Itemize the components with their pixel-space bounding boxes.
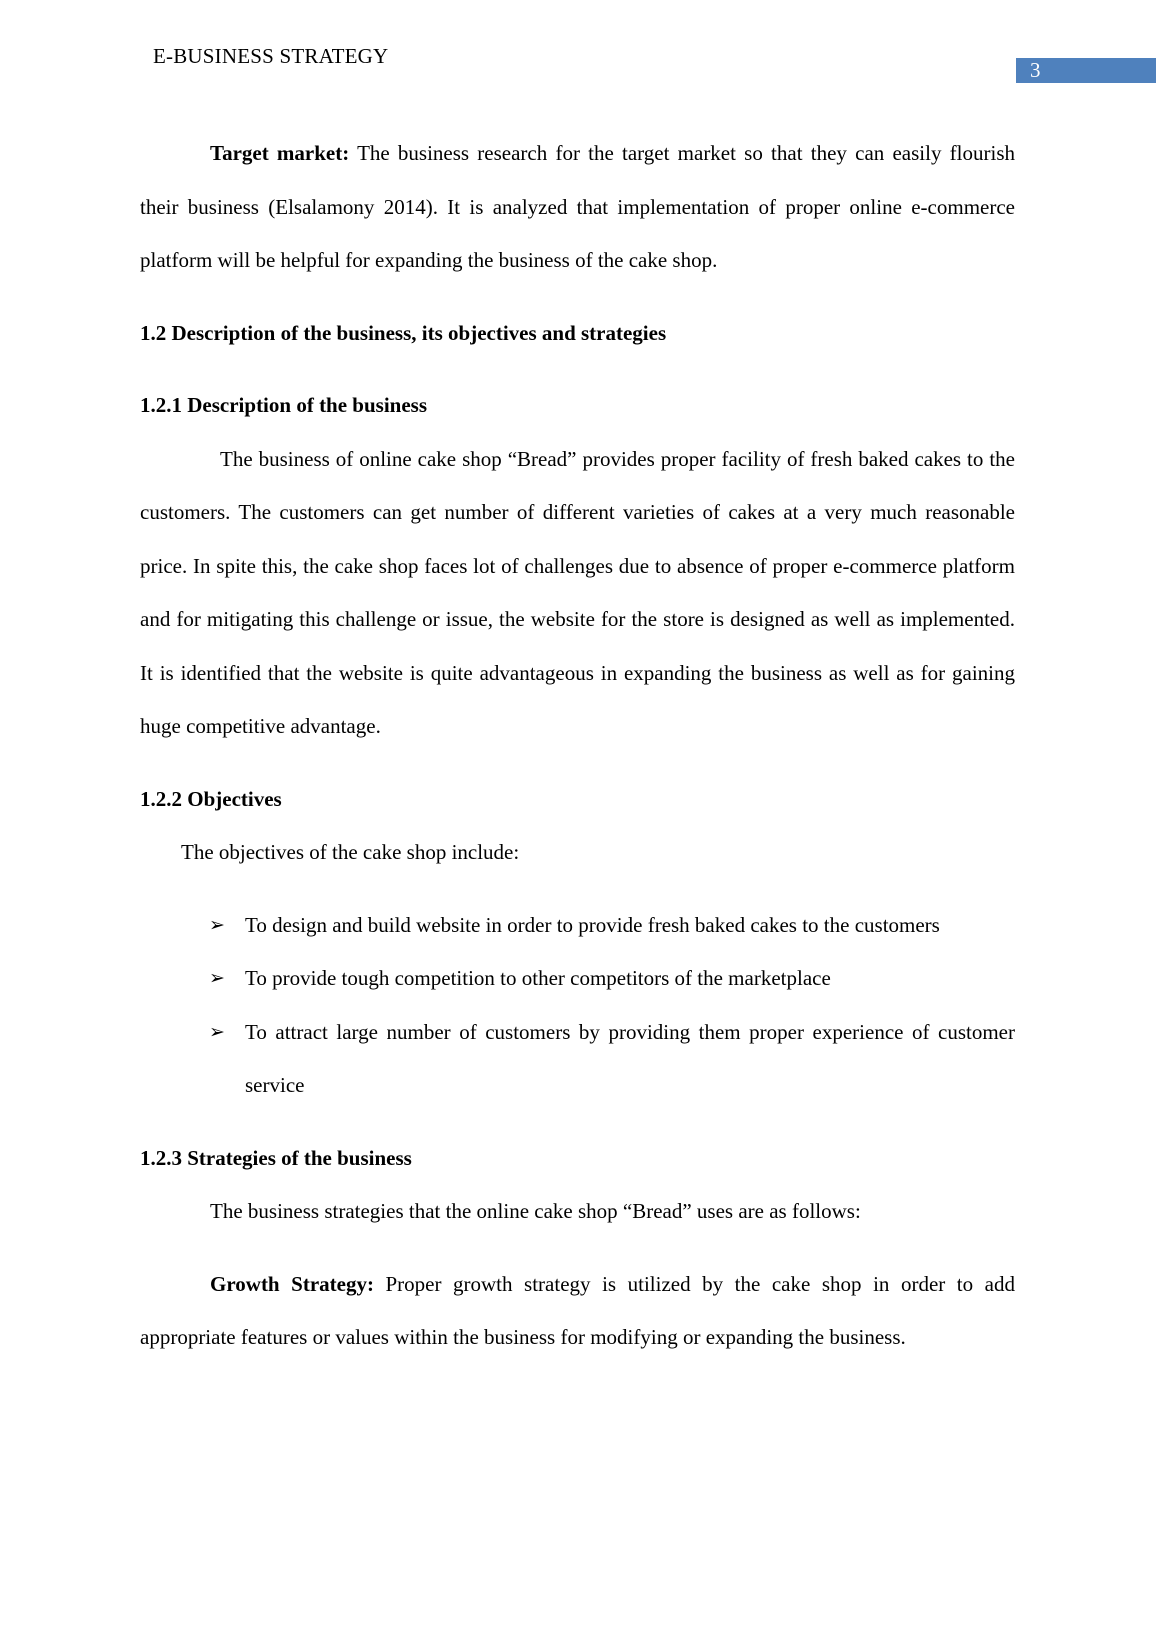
running-head: E-BUSINESS STRATEGY	[153, 44, 389, 68]
list-item-text: To provide tough competition to other competitors of the marketplace	[245, 966, 831, 990]
arrow-bullet-icon: ➢	[209, 1020, 225, 1043]
section-heading-1-2: 1.2 Description of the business, its objectives and strategies	[140, 320, 667, 345]
target-market-paragraph	[140, 127, 1015, 288]
section-heading-1-2-1: 1.2.1 Description of the business	[140, 393, 428, 417]
target-market-label: Target market:	[210, 141, 350, 165]
section-heading-1-2-2: 1.2.2 Objectives	[140, 786, 282, 811]
document-body	[140, 127, 1015, 1365]
target-market-text: The business research for the target market so that they can easily flourish their business (Elsalamony 2014). It is analyzed that implementation of proper online e-commerce platform will be helpful for expanding the business of the cake shop.	[140, 141, 1015, 272]
page-number: 3	[1016, 58, 1156, 83]
growth-strategy-text: Proper growth strategy is utilized by the cake shop in order to add appropriate features or values within the business for modifying or expanding the business.	[140, 1271, 1015, 1349]
list-item	[140, 952, 1015, 1006]
section-heading-1-2-3: 1.2.3 Strategies of the business	[140, 1145, 412, 1170]
strategies-intro: The business strategies that the online cake shop “Bread” uses are as follows:	[210, 1199, 861, 1223]
objectives-list	[140, 899, 1015, 1113]
list-item-text: To design and build website in order to provide fresh baked cakes to the customers	[245, 912, 940, 937]
growth-strategy-label: Growth Strategy:	[210, 1271, 374, 1296]
growth-strategy-paragraph	[140, 1258, 1015, 1365]
list-item-text: To attract large number of customers by providing them proper experience of customer service	[245, 1019, 1015, 1097]
list-item	[140, 899, 1015, 953]
objectives-intro: The objectives of the cake shop include:	[181, 840, 520, 864]
list-item	[140, 1006, 1015, 1113]
arrow-bullet-icon: ➢	[209, 913, 225, 936]
arrow-bullet-icon: ➢	[209, 967, 225, 989]
description-paragraph: The business of online cake shop “Bread” provides proper facility of fresh baked cakes to the customers. The customers can get number of different varieties of cakes at a very much reasonable price. In spite this, the cake shop faces lot of challenges due to absence of proper e-commerce platform and for mitigating this challenge or issue, the website for the store is designed as well as implemented. It is identified that the website is quite advantageous in expanding the business as well as for gaining huge competitive advantage.	[140, 446, 1015, 738]
